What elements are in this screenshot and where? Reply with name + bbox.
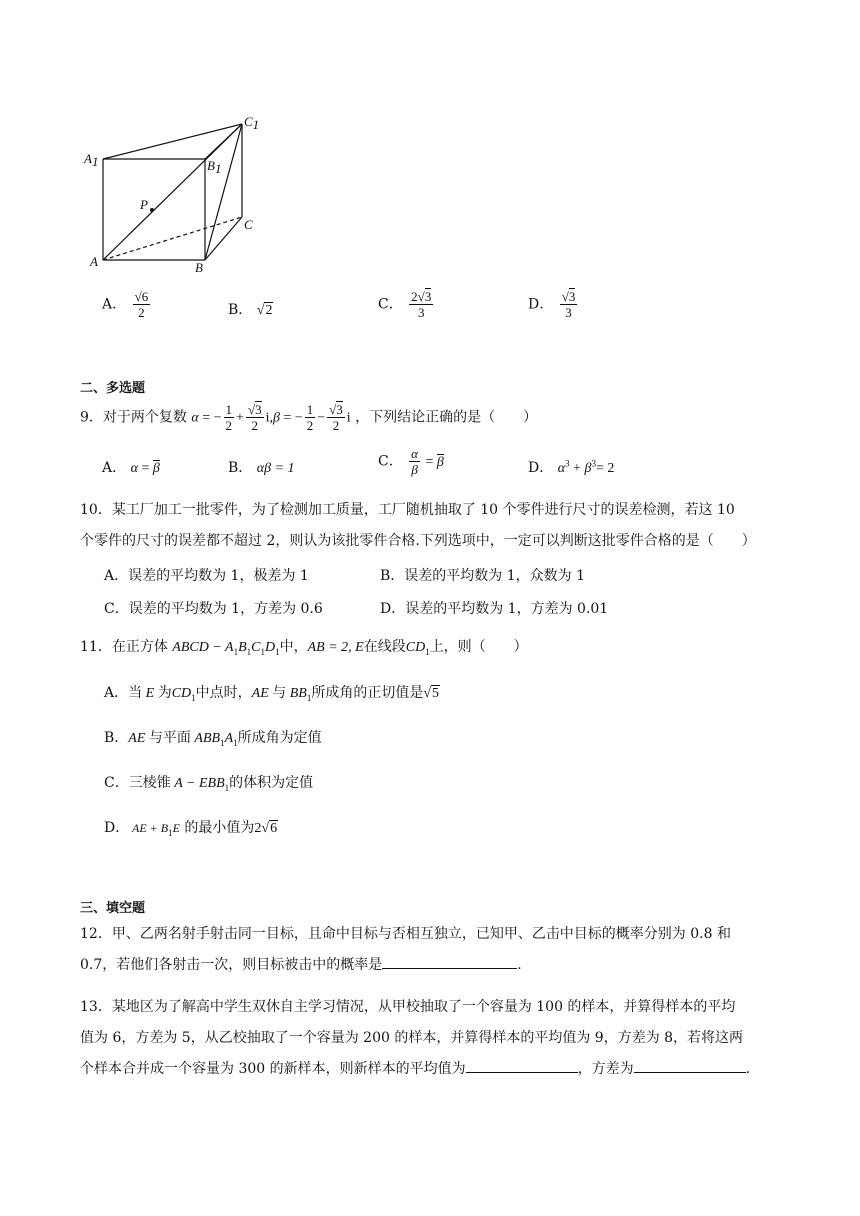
q10-option-b[interactable]: B．误差的平均数为 1，众数为 1 bbox=[380, 568, 586, 584]
q13-stem-line1: 13．某地区为了解高中学生双休自主学习情况，从甲校抽取了一个容量为 100 的样本，并算得样本的平均 bbox=[80, 999, 736, 1015]
q10-stem-line2: 个零件的尺寸的误差都不超过 2，则认为该批零件合格.下列选项中，一定可以判断这批零件合格的是（ ） bbox=[80, 533, 756, 549]
q10-stem-line1: 10．某工厂加工一批零件，为了检测加工质量，工厂随机抽取了 10 个零件进行尺寸的误差检测，若这 10 bbox=[80, 502, 735, 518]
q9-option-d[interactable]: D． $\alpha^3 + \beta^3= 2$ bbox=[528, 458, 615, 476]
q11-stem: 11．在正方体 ABCD − $A_1B_1C_1D_1$中，AB = 2, E在线段$CD_1$上，则（ ） bbox=[80, 639, 528, 657]
q10-option-d[interactable]: D．误差的平均数为 1，方差为 0.01 bbox=[380, 601, 609, 617]
q13-mean-blank[interactable] bbox=[466, 1058, 578, 1073]
q11-option-b[interactable]: B．AE 与平面 $ABB_1A_1$所成角为定值 bbox=[104, 730, 322, 748]
section-title-multiple-choice: 二、多选题 bbox=[80, 381, 146, 396]
q10-option-c[interactable]: C．误差的平均数为 1，方差为 0.6 bbox=[104, 601, 323, 617]
q12-stem-line2: 0.7，若他们各射击一次，则目标被击中的概率是 . bbox=[80, 954, 522, 974]
q11-option-a[interactable]: A．当 E 为$CD_1$中点时，AE 与 $BB_1$所成角的正切值是√5 bbox=[104, 685, 440, 703]
q13-stem-line2: 值为 6，方差为 5，从乙校抽取了一个容量为 200 的样本，并算得样本的平均值为 9，方差为 8，若将这两 bbox=[80, 1030, 744, 1046]
label-c1: C1 bbox=[244, 114, 260, 132]
label-a1: A1 bbox=[84, 151, 99, 169]
q8-option-c[interactable]: C． $\frac{2√3}{3}$ bbox=[378, 289, 432, 320]
q11-option-d[interactable]: D． AE + $B_1E$ 的最小值为2√6 bbox=[104, 820, 278, 838]
section-title-fill-in: 三、填空题 bbox=[80, 901, 146, 916]
q11-option-c[interactable]: C．三棱锥 $A - EBB_1$的体积为定值 bbox=[104, 775, 314, 793]
q9-stem: 9．对于两个复数 α = − $\frac{1}{2}$ + $\frac{√3}{2}$ i,β = − $\frac{1}{2}$ − $\frac{√3}{2}$ i ，下列结论正确的是（ ） bbox=[80, 402, 538, 433]
q13-stem-line3: 个样本合并成一个容量为 300 的新样本，则新样本的平均值为 ，方差为 . bbox=[80, 1058, 750, 1078]
label-a: A bbox=[90, 254, 98, 269]
q9-option-a[interactable]: A． α = β bbox=[102, 460, 160, 476]
q9-option-b[interactable]: B． αβ = 1 bbox=[228, 460, 295, 476]
q8-option-b-label: B． bbox=[228, 302, 253, 318]
label-p: P bbox=[140, 197, 148, 212]
q12-answer-blank[interactable] bbox=[382, 954, 517, 969]
edge-a-c1 bbox=[103, 124, 242, 260]
q8-option-d[interactable]: D． $\frac{√3}{3}$ bbox=[528, 289, 576, 320]
label-b: B bbox=[195, 260, 203, 275]
q8-option-d-label: D． bbox=[528, 296, 554, 313]
edge-a-c-hidden bbox=[103, 217, 242, 260]
edge-b-c1 bbox=[205, 124, 242, 260]
prism-figure bbox=[80, 110, 280, 280]
q8-option-a[interactable]: A． $\frac{√6}{2}$ bbox=[102, 289, 149, 320]
q8-option-a-label: A． bbox=[102, 296, 127, 313]
point-p bbox=[150, 208, 154, 212]
edge-a1-c1 bbox=[103, 124, 242, 159]
label-c: C bbox=[244, 217, 253, 232]
q10-option-a[interactable]: A．误差的平均数为 1，极差为 1 bbox=[104, 568, 309, 584]
q12-stem-line1: 12．甲、乙两名射手射击同一目标，且命中目标与否相互独立，已知甲、乙击中目标的概率分别为 0.8 和 bbox=[80, 926, 731, 942]
label-b1: B1 bbox=[207, 158, 222, 176]
q9-option-c[interactable]: C． $\frac{\alpha}{\beta}$ = β bbox=[378, 446, 444, 477]
q8-option-b[interactable]: B． √2 bbox=[228, 302, 273, 318]
q8-option-c-label: C． bbox=[378, 296, 403, 313]
q13-variance-blank[interactable] bbox=[634, 1058, 746, 1073]
